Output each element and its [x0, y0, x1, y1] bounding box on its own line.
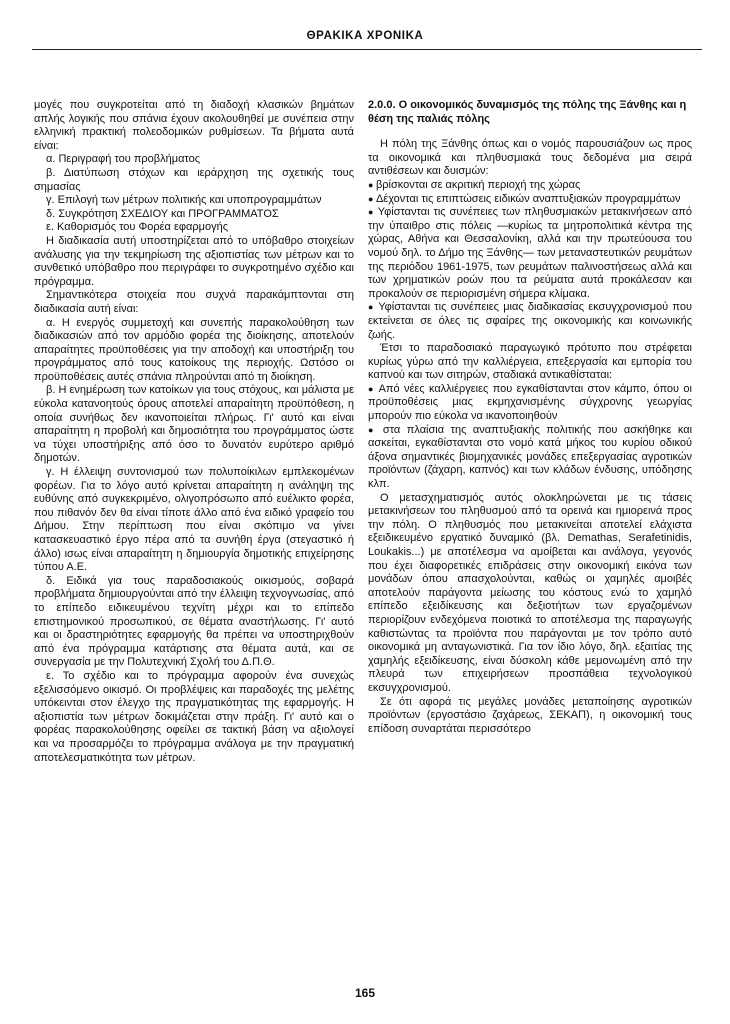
section-heading: 2.0.0. Ο οικονομικός δυναμισμός της πόλης της Ξάνθης και η θέση της παλιάς πόλης — [368, 99, 687, 125]
paragraph: Έτσι το παραδοσιακό παραγωγικό πρότυπο που στρέφεται κυρίως γύρω από την καλλιέργεια, επεξεργασία και εμπορία του καπνού και των σιτηρών, σταδιακά αντικαθίσταται: — [368, 342, 692, 382]
bullet-item: ● στα πλαίσια της αναπτυξιακής πολιτικής που ασκήθηκε και ασκείται, εγκαθίστανται στο νομό κατά μήκος του κυρίου οδικού άξονα σημαντικές βιομηχανικές μονάδες επεξεργασίας αγροτικών προϊόντων (ζάχαρη, καπνός) και των κλάδων ένδυσης, υπόδησης κλπ. — [368, 424, 692, 492]
right-column — [368, 99, 692, 736]
page-number: 165 — [354, 986, 376, 1000]
paragraph: γ. Η έλλειψη συντονισμού των πολυποίκιλων εμπλεκομένων φορέων. Για το λόγο αυτό κρίνεται απαραίτητη η ανάληψη της ευθύνης από συγκεκριμένο, ολιγοπρόσωπο από ευέλικτο φορέα, που πιθανόν δεν θα είναι τίποτε άλλο από ένα ειδικό γραφείο του Δήμου. Στην περίπτωση που είναι σκόπιμο να γίνει κατασκευαστικό έργο πέρα από τα συνήθη έργα (στεγαστικό ή άλλο) ισως είναι απαραίτητη η δημιουργία δημοτικής επιχείρησης τύπου Α.Ε. — [34, 466, 354, 574]
paragraph: ε. Καθορισμός του Φορέα εφαρμογής — [46, 221, 228, 234]
bullet-item: ● Υφίστανται τις συνέπειες μιας διαδικασίας εκσυγχρονισμού που εκτείνεται σε όλες τις σφαίρες της οικονομικής και κοινωνικής ζωής. — [368, 301, 692, 342]
paragraph: α. Περιγραφή του προβλήματος — [46, 153, 201, 166]
paragraph: Η διαδικασία αυτή υποστηρίζεται από το υπόβαθρο στοιχείων ανάλυσης για την τεκμηρίωση της αξιοπιστίας των μέτρων και το συνθετικό υπόβαθρο που περιγράφει το συγκροτημένο σχέδιο και πρόγραμμα. — [34, 234, 354, 288]
paragraph: γ. Επιλογή των μέτρων πολιτικής και υποπρογραμμάτων — [46, 194, 322, 207]
left-column — [34, 99, 354, 765]
bullet-item: ● Από νέες καλλιέργειες που εγκαθίστανται στον κάμπο, όπου οι προϋποθέσεις μιας εκμηχανισμένης σύγχρονης γεωργίας μπορούν πιο εύκολα να ικανοποιηθούν — [368, 383, 692, 424]
paragraph: ε. Το σχέδιο και το πρόγραμμα αφορούν ένα συνεχώς εξελισσόμενο οικισμό. Οι προβλέψεις και παραδοχές της μελέτης υπόκεινται στον έλεγχο της πραγματικότητας της εφαρμογής. Η αξιοπιστία των μέτρων δοκιμάζεται στην πράξη. Γι' αυτό και ο φορέας παρακολούθησης οφείλει σε τακτική βάση να αξιολογεί και να προσαρμόζει το πρόγραμμα ανάλογα με την πραγματική αποτελεσματικότητα των μέτρων. — [34, 669, 354, 764]
paragraph: β. Η ενημέρωση των κατοίκων για τους στόχους, και μάλιστα με εύκολα κατανοητούς όρους αποτελεί απαραίτητη προϋπόθεση, η οποία συνήθως δεν ικανοποιείται πλήρως. Γι' αυτό και είναι απαραίτητη η προβολή και δημοσιότητα του προγράμματος ώστε να τύχει υποστήριξης από όσο το δυνατόν ευρύτερο αριθμό δημοτών. — [34, 384, 354, 465]
bullet-item: ● βρίσκονται σε ακριτική περιοχή της χώρας — [368, 179, 692, 193]
bullet-item: ● Δέχονται τις επιπτώσεις ειδικών αναπτυξιακών προγραμμάτων — [368, 193, 692, 207]
paragraph: β. Διατύπωση στόχων και ιεράρχηση της σχετικής τους σημασίας — [34, 166, 354, 193]
header-rule — [32, 49, 702, 50]
paragraph: Σε ότι αφορά τις μεγάλες μονάδες μεταποίησης αγροτικών προϊόντων (εργοστάσιο ζαχάρεως, ΣΕΚΑΠ), η οικονομική τους επίδοση συναρτάται περισσότερο — [368, 695, 692, 735]
running-header: ΘΡΑΚΙΚΑ ΧΡΟΝΙΚΑ — [306, 30, 424, 42]
bullet-item: ● Υφίστανται τις συνέπειες των πληθυσμιακών μετακινήσεων από την ύπαιθρο στις πόλεις —κυρίως τα μητροπολιτικά κέντρα της χώρας, Αθήνα και Θεσσαλονίκη, αλλά και την πρωτεύουσα του νομού δηλ. το Δήμο της Ξάνθης— των μεταναστευτικών ρευμάτων της περιόδου 1961-1975, των ρευμάτων παλινοστήσεως αλλά και των χρηματικών ροών που τα ρεύματα αυτά προκάλεσαν και προκαλούν σε περιορισμένη σήμερα κλίμακα. — [368, 206, 692, 301]
paragraph: Ο μετασχηματισμός αυτός ολοκληρώνεται με τις τάσεις μετακινήσεων του πληθυσμού από τα ορεινά και ημιορεινά προς την πόλη. Ο πληθυσμός που μετακινείται αποτελεί ελάχιστα εξειδικευμένο εργατικό δυναμικό (βλ. Demathas, Serafetinidis, Loukakis...) με αποτέλεσμα να αμοίβεται και ανάλογα, γεγονός που έχει διαφορετικές επιδράσεις στην οικονομική εικόνα των μονάδων όπου απασχολούνται, καθώς οι χαμηλές αμοιβές αποτελούν παράγοντα μείωσης του κόστους ενώ το χαμηλό επίπεδο εξειδίκευσης και δεξιοτήτων των εργαζομένων περιορίζουν ενδεχόμενα ποιοτικά το αποτέλεσμα της παραγωγής καθιστώντας τα προϊόντα που παράγονται με τον τρόπο αυτό οικονομικά μη ανταγωνιστικά. Για τον ίδιο λόγο, δηλ. εξαιτίας της χαμηλής εξειδίκευσης, είναι δύσκολη κάθε μεμονωμένη από την πλευρά των επιχειρήσεων προσπάθεια τεχνολογικού εκσυγχρονισμού. — [368, 491, 692, 694]
paragraph: δ. Ειδικά για τους παραδοσιακούς οικισμούς, σοβαρά προβλήματα δημιουργούνται από την έλλειψη τεχνογνωσίας, από το επίπεδο ειδικευμένου τεχνίτη μέχρι και το επίπεδο επιστημονικού προσωπικού, σε θέματα αναστήλωσης. Γι' αυτό και οι δραστηριότητες εφαρμογής θα πρέπει να υποστηριχθούν από ένα πρόγραμμα κατάρτισης στα θέματα αυτά, και σε συνεργασία με την Πολυτεχνική Σχολή του Δ.Π.Θ. — [34, 574, 354, 669]
paragraph: Σημαντικότερα στοιχεία που συχνά παρακάμπτονται στη διαδικασία αυτή είναι: — [34, 289, 354, 315]
paragraph: δ. Συγκρότηση ΣΧΕΔΙΟΥ και ΠΡΟΓΡΑΜΜΑΤΟΣ — [46, 207, 279, 220]
paragraph: Η πόλη της Ξάνθης όπως και ο νομός παρουσιάζουν ως προς τα οικονομικά και πληθυσμιακά τους δεδομένα μια σειρά αντιθέσεων και δυισμών: — [368, 138, 692, 178]
paragraph: α. Η ενεργός συμμετοχή και συνεπής παρακολούθηση των διαδικασιών από τον αρμόδιο φορέα της διοίκησης, αποτελούν απαραίτητες προϋποθέσεις για την αποδοχή και υποστήριξη του προγράμματος από τους κατοίκους της περιοχής. Ωστόσο οι προϋποθέσεις αυτές σπάνια πληρούνται από τη διοίκηση. — [34, 316, 354, 383]
paragraph: μογές που συγκροτείται από τη διαδοχή κλασικών βημάτων απλής λογικής που σπάνια έχουν ακολουθηθεί με συνέπεια στην ελληνική πρακτική πολεοδομικών ρυθμίσεων. Τα βήματα αυτά είναι: — [34, 99, 354, 152]
